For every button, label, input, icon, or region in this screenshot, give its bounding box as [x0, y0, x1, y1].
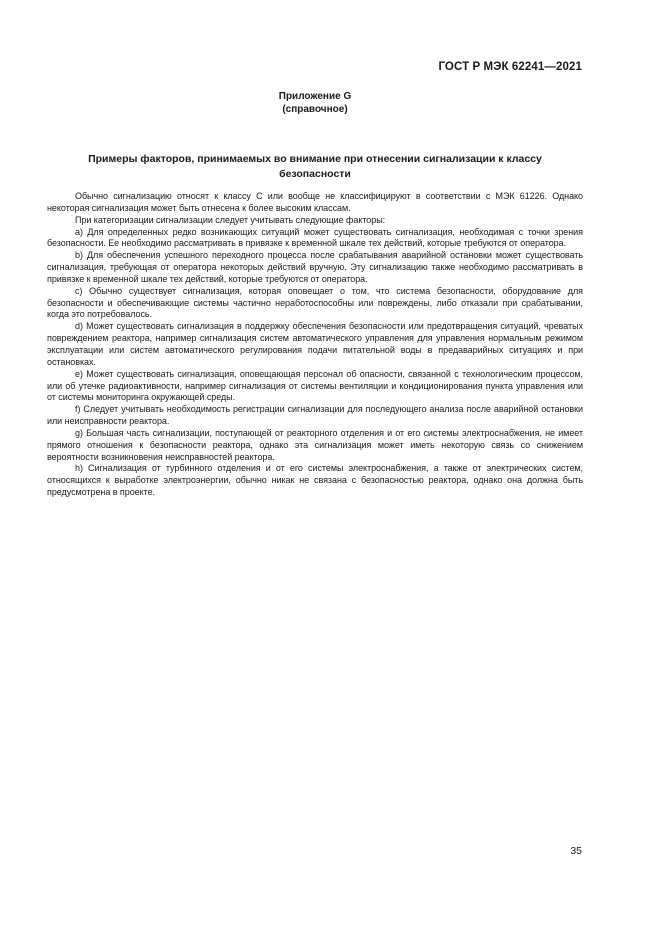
paragraph-item-e: e) Может существовать сигнализация, оповещающая персонал об опасности, связанной с технологическим процессом, или об утечке радиоактивности, например сигнализация от системы вентиляции и кондиционирования пункта управления или от системы мониторинга окружающей среды.: [47, 368, 583, 403]
paragraph-intro: Обычно сигнализацию относят к классу С или вообще не классифицируют в соответствии с МЭК 61226. Однако некоторая сигнализация может быть отнесена к более высоким классам.: [47, 191, 583, 213]
paragraph-item-g: g) Большая часть сигнализации, поступающей от реакторного отделения и от его системы электроснабжения, не имеет прямого отношения к безопасности реактора, однако эта сигнализация может иметь некоторую связь со снижением вероятности возникновения неисправностей реактора.: [47, 427, 583, 462]
paragraph-factors-lead: При категоризации сигнализации следует учитывать следующие факторы:: [75, 214, 386, 225]
body-text: [47, 191, 583, 499]
paragraph-item-f: f) Следует учитывать необходимость регистрации сигнализации для последующего анализа после аварийной остановки или неисправности реактора.: [47, 404, 583, 427]
paragraph-item-a: a) Для определенных редко возникающих ситуаций может существовать сигнализация, необходимая с точки зрения безопасности. Ее необходимо рассматривать в привязке к временной шкале тех действий, которые требуются от оператора.: [47, 226, 583, 249]
paragraph-item-d: d) Может существовать сигнализация в поддержку обеспечения безопасности или предотвращения ситуаций, чреватых повреждением реактора, например сигнализация систем автоматического управления для управления нормальным режимом эксплуатации или систем автоматического регулирования подачи питательной воды в предаварийных ситуациях и при остановках.: [47, 321, 583, 367]
annex-title: Приложение G: [278, 91, 352, 102]
annex-title-block: [0, 90, 630, 116]
paragraph-item-c: c) Обычно существует сигнализация, которая оповещает о том, что система безопасности, оборудование для безопасности и обеспечивающие системы частично неработоспособны или повреждены, либо отказали при срабатывании, когда это потребовалось.: [47, 285, 583, 320]
page-number: 35: [570, 845, 582, 857]
paragraph-item-h: h) Сигнализация от турбинного отделения и от его системы электроснабжения, а также от электрических систем, относящихся к выработке электроэнергии, обычно никак не связана с безопасностью реактора, однако она должна быть предусмотрена в проекте.: [47, 463, 583, 498]
paragraph-item-b: b) Для обеспечения успешного переходного процесса после срабатывания аварийной остановки может существовать сигнализация, требующая от оператора некоторых действий вручную. Эту сигнализацию также необходимо рассматривать в привязке к временной шкале тех действий, которые требуются от оператора.: [47, 250, 583, 284]
section-heading: Примеры факторов, принимаемых во внимание при отнесении сигнализации к классу безопасности: [88, 153, 542, 180]
standard-code: ГОСТ Р МЭК 62241—2021: [438, 61, 582, 73]
annex-subtitle: (справочное): [282, 104, 348, 115]
